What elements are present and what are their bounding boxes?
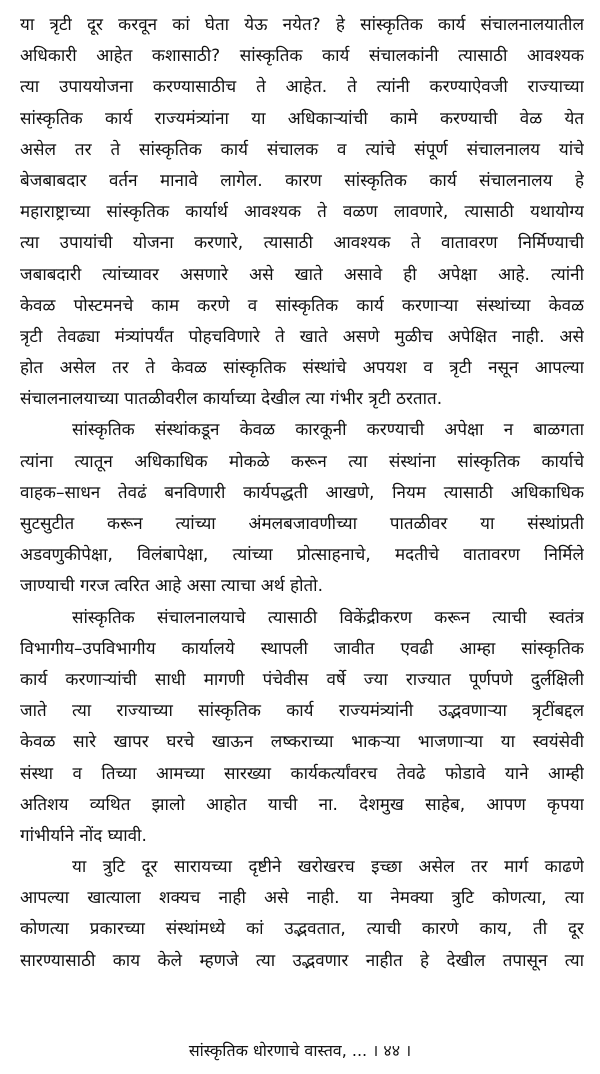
text-line: केवळ पोस्टमनचे काम करणे व सांस्कृतिक कार्य करणाऱ्या संस्थांच्या केवळ: [20, 295, 584, 316]
text-line: या त्रुटि दूर सारायच्या दृष्टीने खरोखरच इच्छा असेल तर मार्ग काढणे: [72, 857, 584, 878]
text-line: महाराष्ट्राच्या सांस्कृतिक कार्यार्थ आवश्यक ते वळण लावणारे, त्यासाठी यथायोग्य: [20, 202, 584, 223]
text-line: गांभीर्याने नोंद घ्यावी.: [20, 825, 147, 846]
text-line: जाते त्या राज्याच्या सांस्कृतिक कार्य राज्यमंत्र्यांनी उद्भवणाऱ्या त्रृटींबद्दल: [20, 701, 584, 722]
text-line: त्या उपाययोजना करण्यासाठीच ते आहेत. ते त्यांनी करण्याऐवजी राज्याच्या: [20, 77, 584, 98]
text-line: बेजबाबदार वर्तन मानावे लागेल. कारण सांस्कृतिक कार्य संचालनालय हे: [20, 170, 584, 191]
paragraph-3: [20, 603, 584, 853]
text-line: विभागीय–उपविभागीय कार्यालये स्थापली जावीत एवढी आम्हा सांस्कृतिक: [20, 638, 584, 659]
text-line: होत असेल तर ते केवळ सांस्कृतिक संस्थांचे अपयश व त्रृटी नसून आपल्या: [20, 358, 584, 379]
text-line: अतिशय व्यथित झालो आहोत याची ना. देशमुख साहेब, आपण कृपया: [20, 794, 584, 815]
paragraph-4: [20, 852, 584, 977]
text-line: वाहक–साधन तेवढं बनविणारी कार्यपद्धती आखणे, नियम त्यासाठी अधिकाधिक: [20, 482, 584, 503]
text-line: सुटसुटीत करून त्यांच्या अंमलबजावणीच्या पातळीवर या संस्थांप्रती: [20, 514, 584, 534]
text-line: अडवणुकीपेक्षा, विलंबापेक्षा, त्यांच्या प्रोत्साहनाचे, मदतीचे वातावरण निर्मिले: [20, 545, 584, 566]
text-line: संस्था व तिच्या आमच्या सारख्या कार्यकर्त्यांवरच तेवढे फोडावे याने आम्ही: [20, 763, 584, 784]
text-line: आपल्या खात्याला शक्यच नाही असे नाही. या नेमक्या त्रुटि कोणत्या, त्या: [20, 888, 584, 909]
text-line: संचालनालयाच्या पातळीवरील कार्याच्या देखील त्या गंभीर त्रृटी ठरतात.: [20, 389, 443, 410]
paragraph-2: [20, 415, 584, 602]
text-line: सांस्कृतिक संचालनालयाचे त्यासाठी विकेंद्रीकरण करून त्याची स्वतंत्र: [72, 607, 584, 628]
text-line: सांस्कृतिक संस्थांकडून केवळ कारकूनी करण्याची अपेक्षा न बाळगता: [72, 420, 584, 441]
text-line: असेल तर ते सांस्कृतिक कार्य संचालक व त्यांचे संपूर्ण संचालनालय यांचे: [20, 139, 584, 160]
text-line: त्यांना त्यातून अधिकाधिक मोकळे करून त्या संस्थांना सांस्कृतिक कार्याचे: [20, 451, 584, 472]
text-line: या त्रृटी दूर करवून कां घेता येऊ नयेत? हे सांस्कृतिक कार्य संचालनालयातील: [20, 15, 584, 35]
page-footer: सांस्कृतिक धोरणाचे वास्तव, ... । ४४ ।: [188, 1041, 412, 1060]
text-line: कार्य करणाऱ्यांची साधी मागणी पंचेवीस वर्षे ज्या राज्यात पूर्णपणे दुर्लक्षिली: [20, 669, 584, 690]
text-line: सारण्यासाठी काय केले म्हणजे त्या उद्भवणार नाहीत हे देखील तपासून त्या: [20, 950, 584, 971]
text-line: त्रृटी तेवढ्या मंत्र्यांपर्यंत पोहचविणारे ते खाते असणे मुळीच अपेक्षित नाही. असे: [20, 326, 584, 347]
paragraph-1: [20, 10, 584, 415]
text-line: कोणत्या प्रकारच्या संस्थांमध्ये कां उद्भवतात, त्याची कारणे काय, ती दूर: [20, 919, 584, 940]
text-line: अधिकारी आहेत कशासाठी? सांस्कृतिक कार्य संचालकांनी त्यासाठी आवश्यक: [20, 46, 584, 67]
body-text: [20, 10, 584, 977]
text-line: सांस्कृतिक कार्य राज्यमंत्र्यांना या अधिकाऱ्यांची कामे करण्याची वेळ येत: [20, 108, 584, 129]
text-line: त्या उपायांची योजना करणारे, त्यासाठी आवश्यक ते वातावरण निर्मिण्याची: [20, 233, 584, 254]
text-line: केवळ सारे खापर घरचे खाऊन लष्कराच्या भाकऱ्या भाजणाऱ्या या स्वयंसेवी: [20, 732, 584, 753]
text-line: जाण्याची गरज त्वरित आहे असा त्याचा अर्थ होतो.: [20, 576, 323, 597]
text-line: जबाबदारी त्यांच्यावर असणारे असे खाते असावे ही अपेक्षा आहे. त्यांनी: [20, 264, 584, 285]
